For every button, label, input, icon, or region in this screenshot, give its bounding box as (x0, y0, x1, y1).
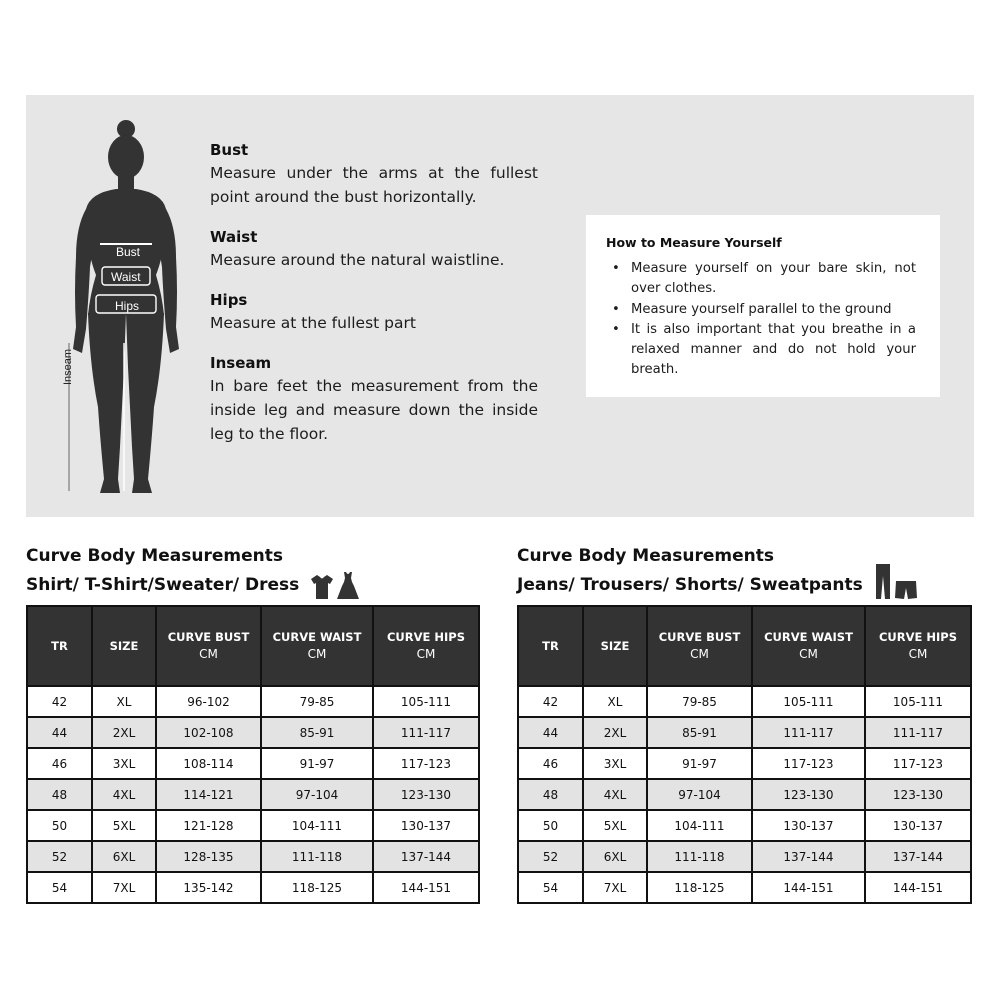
measurement-guide-panel (26, 95, 974, 517)
measure-title: Bust (210, 141, 249, 159)
section-title: Curve Body Measurements (517, 546, 774, 566)
header-curve-bust: CURVE BUST CM (647, 606, 752, 686)
cell-size: 7XL (92, 872, 156, 903)
measure-hips (210, 289, 538, 335)
table-row (27, 810, 479, 841)
cell-curve-waist: 117-123 (752, 748, 865, 779)
cell-curve-waist: 111-117 (752, 717, 865, 748)
cell-curve-waist: 85-91 (261, 717, 373, 748)
cell-curve-waist: 144-151 (752, 872, 865, 903)
cell-tr: 46 (518, 748, 583, 779)
table-header-row (27, 606, 479, 686)
cell-curve-hips: 117-123 (865, 748, 971, 779)
table-row (27, 872, 479, 903)
table-row (27, 779, 479, 810)
cell-size: 3XL (583, 748, 647, 779)
measure-waist (210, 226, 538, 272)
cell-curve-waist: 104-111 (261, 810, 373, 841)
header-size: SIZE (583, 606, 647, 686)
table-row (518, 717, 971, 748)
cell-size: 2XL (583, 717, 647, 748)
how-to-list (606, 259, 916, 381)
cell-tr: 52 (27, 841, 92, 872)
cell-tr: 48 (518, 779, 583, 810)
cell-curve-bust: 102-108 (156, 717, 261, 748)
cell-tr: 50 (27, 810, 92, 841)
cell-curve-bust: 114-121 (156, 779, 261, 810)
table-row (518, 748, 971, 779)
cell-size: XL (583, 686, 647, 717)
figure-label-inseam: Inseam (62, 348, 74, 385)
cell-curve-waist: 91-97 (261, 748, 373, 779)
cell-curve-bust: 97-104 (647, 779, 752, 810)
cell-tr: 44 (518, 717, 583, 748)
cell-size: 6XL (583, 841, 647, 872)
cell-size: 3XL (92, 748, 156, 779)
measure-text: In bare feet the measurement from the inside leg and measure down the inside leg to the floor. (210, 377, 538, 443)
cell-tr: 54 (518, 872, 583, 903)
cell-curve-hips: 130-137 (373, 810, 479, 841)
cell-curve-waist: 111-118 (261, 841, 373, 872)
measure-title: Inseam (210, 354, 272, 372)
header-curve-waist: CURVE WAIST CM (752, 606, 865, 686)
table-row (27, 748, 479, 779)
cell-curve-waist: 123-130 (752, 779, 865, 810)
cell-size: 7XL (583, 872, 647, 903)
tops-size-table (26, 605, 480, 904)
cell-curve-hips: 130-137 (865, 810, 971, 841)
measure-inseam (210, 352, 538, 446)
cell-tr: 42 (518, 686, 583, 717)
measurement-instructions (210, 139, 538, 463)
cell-curve-bust: 121-128 (156, 810, 261, 841)
cell-curve-waist: 105-111 (752, 686, 865, 717)
cell-curve-bust: 108-114 (156, 748, 261, 779)
measure-bust (210, 139, 538, 209)
measure-title: Waist (210, 228, 258, 246)
table-row (518, 872, 971, 903)
section-subtitle: Shirt/ T-Shirt/Sweater/ Dress (26, 574, 300, 595)
cell-size: 5XL (583, 810, 647, 841)
cell-size: 2XL (92, 717, 156, 748)
cell-size: 4XL (583, 779, 647, 810)
cell-curve-hips: 123-130 (373, 779, 479, 810)
cell-curve-hips: 111-117 (373, 717, 479, 748)
table-row (518, 686, 971, 717)
header-tr: TR (518, 606, 583, 686)
figure-label-bust: Bust (116, 245, 141, 259)
cell-size: 6XL (92, 841, 156, 872)
shorts-icon (895, 580, 917, 600)
cell-curve-bust: 104-111 (647, 810, 752, 841)
cell-curve-hips: 105-111 (865, 686, 971, 717)
cell-size: 5XL (92, 810, 156, 841)
tops-size-section (26, 543, 481, 895)
cell-curve-hips: 111-117 (865, 717, 971, 748)
section-subtitle: Jeans/ Trousers/ Shorts/ Sweatpants (517, 574, 863, 595)
cell-tr: 48 (27, 779, 92, 810)
header-curve-bust: CURVE BUST CM (156, 606, 261, 686)
cell-curve-hips: 137-144 (373, 841, 479, 872)
cell-tr: 52 (518, 841, 583, 872)
cell-curve-waist: 79-85 (261, 686, 373, 717)
cell-tr: 44 (27, 717, 92, 748)
measure-text: Measure around the natural waistline. (210, 251, 505, 269)
measure-text: Measure under the arms at the fullest point around the bust horizontally. (210, 164, 538, 206)
cell-curve-waist: 97-104 (261, 779, 373, 810)
cell-curve-hips: 123-130 (865, 779, 971, 810)
header-curve-waist: CURVE WAIST CM (261, 606, 373, 686)
cell-curve-hips: 137-144 (865, 841, 971, 872)
table-row (27, 841, 479, 872)
cell-curve-hips: 117-123 (373, 748, 479, 779)
header-curve-hips: CURVE HIPS CM (373, 606, 479, 686)
body-figure (62, 117, 196, 497)
bottoms-size-section (517, 543, 972, 895)
section-title: Curve Body Measurements (26, 546, 283, 566)
cell-curve-hips: 105-111 (373, 686, 479, 717)
how-to-title: How to Measure Yourself (606, 235, 782, 250)
trousers-icon (875, 564, 891, 600)
table-row (518, 841, 971, 872)
cell-curve-bust: 128-135 (156, 841, 261, 872)
cell-tr: 54 (27, 872, 92, 903)
table-row (518, 810, 971, 841)
cell-curve-bust: 111-118 (647, 841, 752, 872)
how-to-measure-box (586, 215, 940, 397)
cell-curve-waist: 137-144 (752, 841, 865, 872)
cell-curve-waist: 130-137 (752, 810, 865, 841)
cell-size: 4XL (92, 779, 156, 810)
cell-curve-bust: 91-97 (647, 748, 752, 779)
tshirt-icon (311, 574, 333, 600)
header-curve-hips: CURVE HIPS CM (865, 606, 971, 686)
cell-tr: 50 (518, 810, 583, 841)
how-to-item: • It is also important that you breathe in a relaxed manner and do not hold your breath. (612, 320, 916, 381)
cell-curve-waist: 118-125 (261, 872, 373, 903)
table-header-row (518, 606, 971, 686)
measure-title: Hips (210, 291, 248, 309)
dress-icon (337, 572, 359, 600)
cell-tr: 46 (27, 748, 92, 779)
bottoms-size-table (517, 605, 972, 904)
cell-curve-bust: 85-91 (647, 717, 752, 748)
cell-curve-bust: 96-102 (156, 686, 261, 717)
how-to-item: • Measure yourself on your bare skin, not over clothes. (612, 259, 916, 300)
cell-curve-bust: 118-125 (647, 872, 752, 903)
header-tr: TR (27, 606, 92, 686)
cell-curve-bust: 135-142 (156, 872, 261, 903)
how-to-item: • Measure yourself parallel to the ground (612, 300, 916, 320)
cell-curve-hips: 144-151 (373, 872, 479, 903)
cell-size: XL (92, 686, 156, 717)
cell-curve-hips: 144-151 (865, 872, 971, 903)
figure-label-hips: Hips (115, 299, 140, 313)
cell-curve-bust: 79-85 (647, 686, 752, 717)
table-row (518, 779, 971, 810)
figure-label-waist: Waist (111, 270, 141, 284)
table-row (27, 717, 479, 748)
measure-text: Measure at the fullest part (210, 314, 416, 332)
cell-tr: 42 (27, 686, 92, 717)
header-size: SIZE (92, 606, 156, 686)
table-row (27, 686, 479, 717)
